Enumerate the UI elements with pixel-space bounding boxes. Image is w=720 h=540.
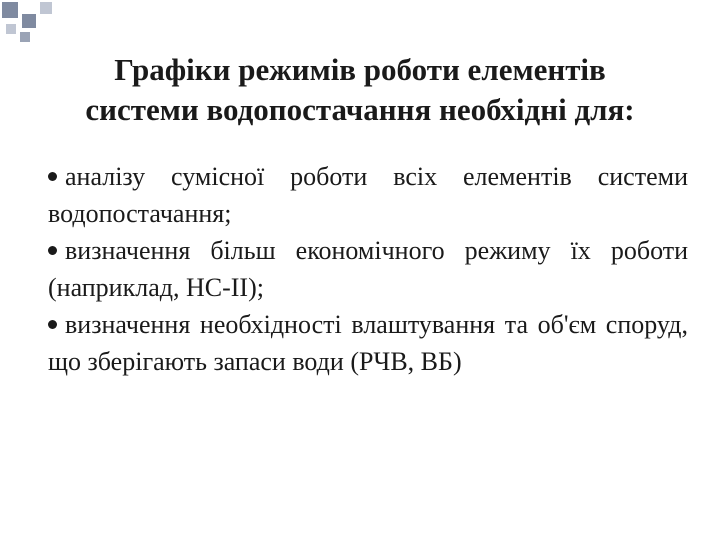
- deco-square-dark: [2, 2, 18, 18]
- corner-decoration: [0, 0, 60, 50]
- deco-square-light: [6, 24, 16, 34]
- bullet-list: [48, 158, 688, 380]
- title-line-1: Графіки режимів роботи елементів: [114, 52, 606, 87]
- bullet-icon: [48, 246, 57, 255]
- bullet-icon: [48, 172, 57, 181]
- list-item: [48, 158, 688, 232]
- list-item-text: визначення необхідності влаштування та об'єм споруд, що зберігають запаси води (РЧВ, ВБ): [48, 310, 688, 376]
- list-item-text: визначення більш економічного режиму їх роботи (наприклад, НС-ІІ);: [48, 236, 688, 302]
- slide-title: [20, 50, 700, 130]
- bullet-icon: [48, 320, 57, 329]
- title-line-2: системи водопостачання необхідні для:: [85, 92, 635, 127]
- deco-square-dark: [20, 32, 30, 42]
- deco-square-dark: [22, 14, 36, 28]
- list-item: [48, 232, 688, 306]
- list-item: [48, 306, 688, 380]
- list-item-text: аналізу сумісної роботи всіх елементів системи водопостачання;: [48, 162, 688, 228]
- deco-square-light: [40, 2, 52, 14]
